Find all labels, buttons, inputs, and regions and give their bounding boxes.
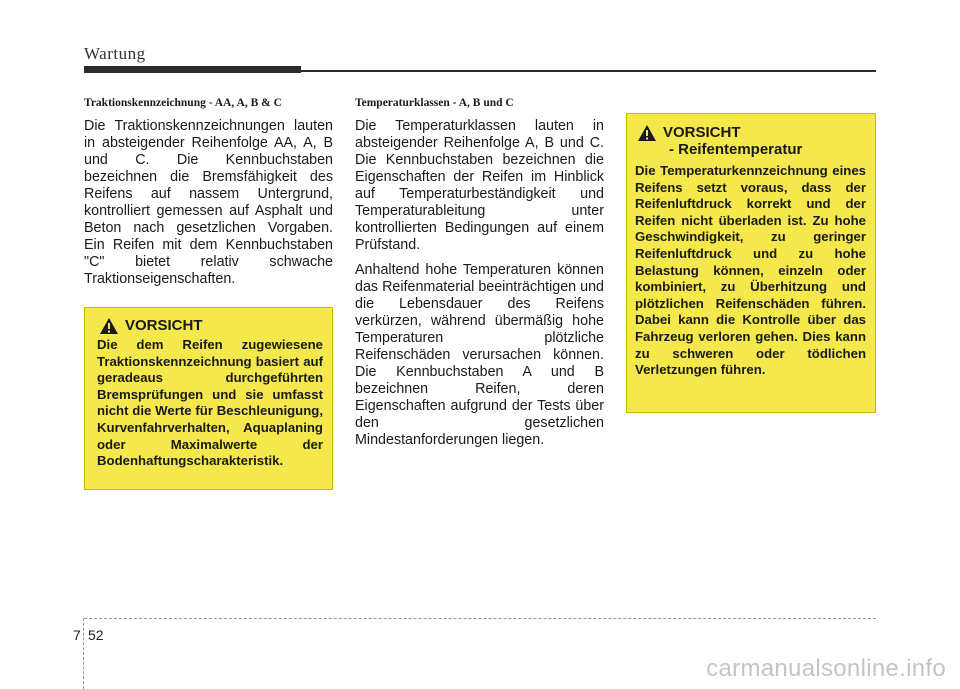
- caution-title: VORSICHT: [663, 124, 741, 141]
- footer-rule: [84, 618, 876, 619]
- temperature-paragraph-2: Anhaltend hohe Temperaturen können das Reifenmaterial beeinträchtigen und die Lebensdauer des Reifens verkürzen, während übermäßig hohe Temperaturen plötzliche Reifenschäden verursachen können. Die Kennbuchstaben A und B bezeichnen Reifen, deren Eigenschaften aufgrund der Tests über den gesetzlichen Mindestanforderungen liegen.: [355, 262, 604, 448]
- header-rule-thick: [84, 66, 301, 73]
- temperature-caution-box: [626, 113, 876, 413]
- header-rule-thin: [301, 70, 876, 72]
- temperature-heading: Temperaturklassen - A, B und C: [355, 97, 514, 109]
- page-number: 52: [88, 627, 104, 643]
- caution-subtitle: - Reifentemperatur: [669, 141, 803, 158]
- watermark: carmanualsonline.info: [706, 655, 946, 682]
- chapter-number: 7: [73, 627, 81, 643]
- caution-text: Die dem Reifen zugewiesene Traktionskennzeichnung basiert auf geradeaus durchgeführten Bremsprüfungen und sie umfasst nicht die Werte für Beschleunigung, Kurvenfahrverhalten, Aquaplaning oder Maximalwerte der Bodenhaftungscharakteristik.: [97, 337, 323, 469]
- caution-title: VORSICHT: [125, 317, 203, 334]
- warning-triangle-icon: [99, 317, 119, 335]
- left-column: [84, 97, 333, 288]
- traction-heading: Traktionskennzeichnung - AA, A, B & C: [84, 97, 282, 109]
- traction-caution-box: [84, 307, 333, 490]
- footer-divider: [83, 618, 85, 689]
- section-title: Wartung: [84, 44, 146, 63]
- warning-triangle-icon: [637, 124, 657, 142]
- traction-paragraph: Die Traktionskennzeichnungen lauten in absteigender Reihenfolge AA, A, B und C. Die Kennbuchstaben bezeichnen die Bremsfähigkeit des Reifens auf nassem Untergrund, kontrolliert gemessen auf Asphalt und Beton nach gesetzlichen Vorgaben. Ein Reifen mit dem Kennbuchstaben "C" bietet relativ schwache Traktionseigenschaften.: [84, 118, 333, 287]
- middle-column: [355, 97, 604, 449]
- temperature-paragraph-1: Die Temperaturklassen lauten in absteigender Reihenfolge A, B und C. Die Kennbuchstaben bezeichnen die Eigenschaften der Reifen im Hinblick auf Temperaturbeständigkeit und Temperaturableitung unter kontrollierten Bedingungen auf einem Prüfstand.: [355, 118, 604, 253]
- caution-text: Die Temperaturkennzeichnung eines Reifens setzt voraus, dass der Reifenluftdruck korrekt und der Reifen nicht überladen ist. Zu hohe Geschwindigkeit, zu geringer Reifenluftdruck und zu hohe Belastung können, einzeln oder kombiniert, zu Überhitzung und plötzlichen Reifenschäden führen. Dabei kann die Kontrolle über das Fahrzeug verloren gehen. Dies kann zu schweren oder tödlichen Verletzungen führen.: [635, 163, 866, 378]
